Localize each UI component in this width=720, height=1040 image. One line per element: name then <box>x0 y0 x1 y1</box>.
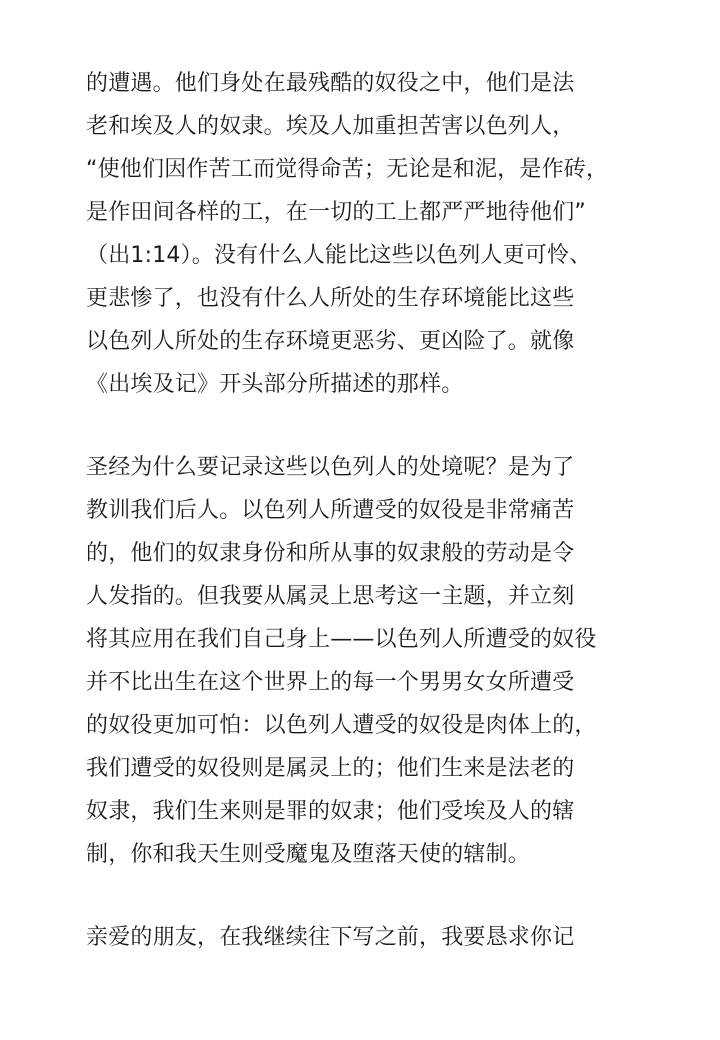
text-line: 是作田间各样的工，在一切的工上都严严地待他们” <box>86 200 586 225</box>
text-line: 的奴役更加可怕：以色列人遭受的奴役是肉体上的， <box>86 713 597 738</box>
text-line: 更悲惨了，也没有什么人所处的生存环境能比这些 <box>86 286 575 311</box>
text-line: 人发指的。但我要从属灵上思考这一主题，并立刻 <box>86 584 575 609</box>
text-line: 并不比出生在这个世界上的每一个男男女女所遭受 <box>86 670 575 695</box>
text-line: 将其应用在我们自己身上——以色列人所遭受的奴役 <box>86 627 597 652</box>
text-line: （出1:14）。没有什么人能比这些以色列人更可怜、 <box>86 243 592 268</box>
text-line: 教训我们后人。以色列人所遭受的奴役是非常痛苦 <box>86 498 575 523</box>
text-line: 的，他们的奴隶身份和所从事的奴隶般的劳动是令 <box>86 541 575 566</box>
text-line: 亲爱的朋友，在我继续往下写之前，我要恳求你记 <box>86 925 575 950</box>
text-line: 奴隶，我们生来则是罪的奴隶；他们受埃及人的辖 <box>86 799 575 824</box>
text-line: 以色列人所处的生存环境更恶劣、更凶险了。就像 <box>86 329 575 354</box>
text-line: 制，你和我天生则受魔鬼及堕落天使的辖制。 <box>86 842 531 867</box>
paragraph-3 <box>86 916 646 959</box>
text-line: “使他们因作苦工而觉得命苦；无论是和泥，是作砖， <box>86 157 609 182</box>
text-line: 我们遭受的奴役则是属灵上的；他们生来是法老的 <box>86 756 575 781</box>
document-body <box>86 62 646 999</box>
text-line: 的遭遇。他们身处在最残酷的奴役之中，他们是法 <box>86 71 575 96</box>
paragraph-2 <box>86 446 646 876</box>
text-line: 圣经为什么要记录这些以色列人的处境呢？是为了 <box>86 455 575 480</box>
text-line: 《出埃及记》开头部分所描述的那样。 <box>86 372 464 397</box>
paragraph-1 <box>86 62 646 406</box>
text-line: 老和埃及人的奴隶。埃及人加重担苦害以色列人， <box>86 114 575 139</box>
